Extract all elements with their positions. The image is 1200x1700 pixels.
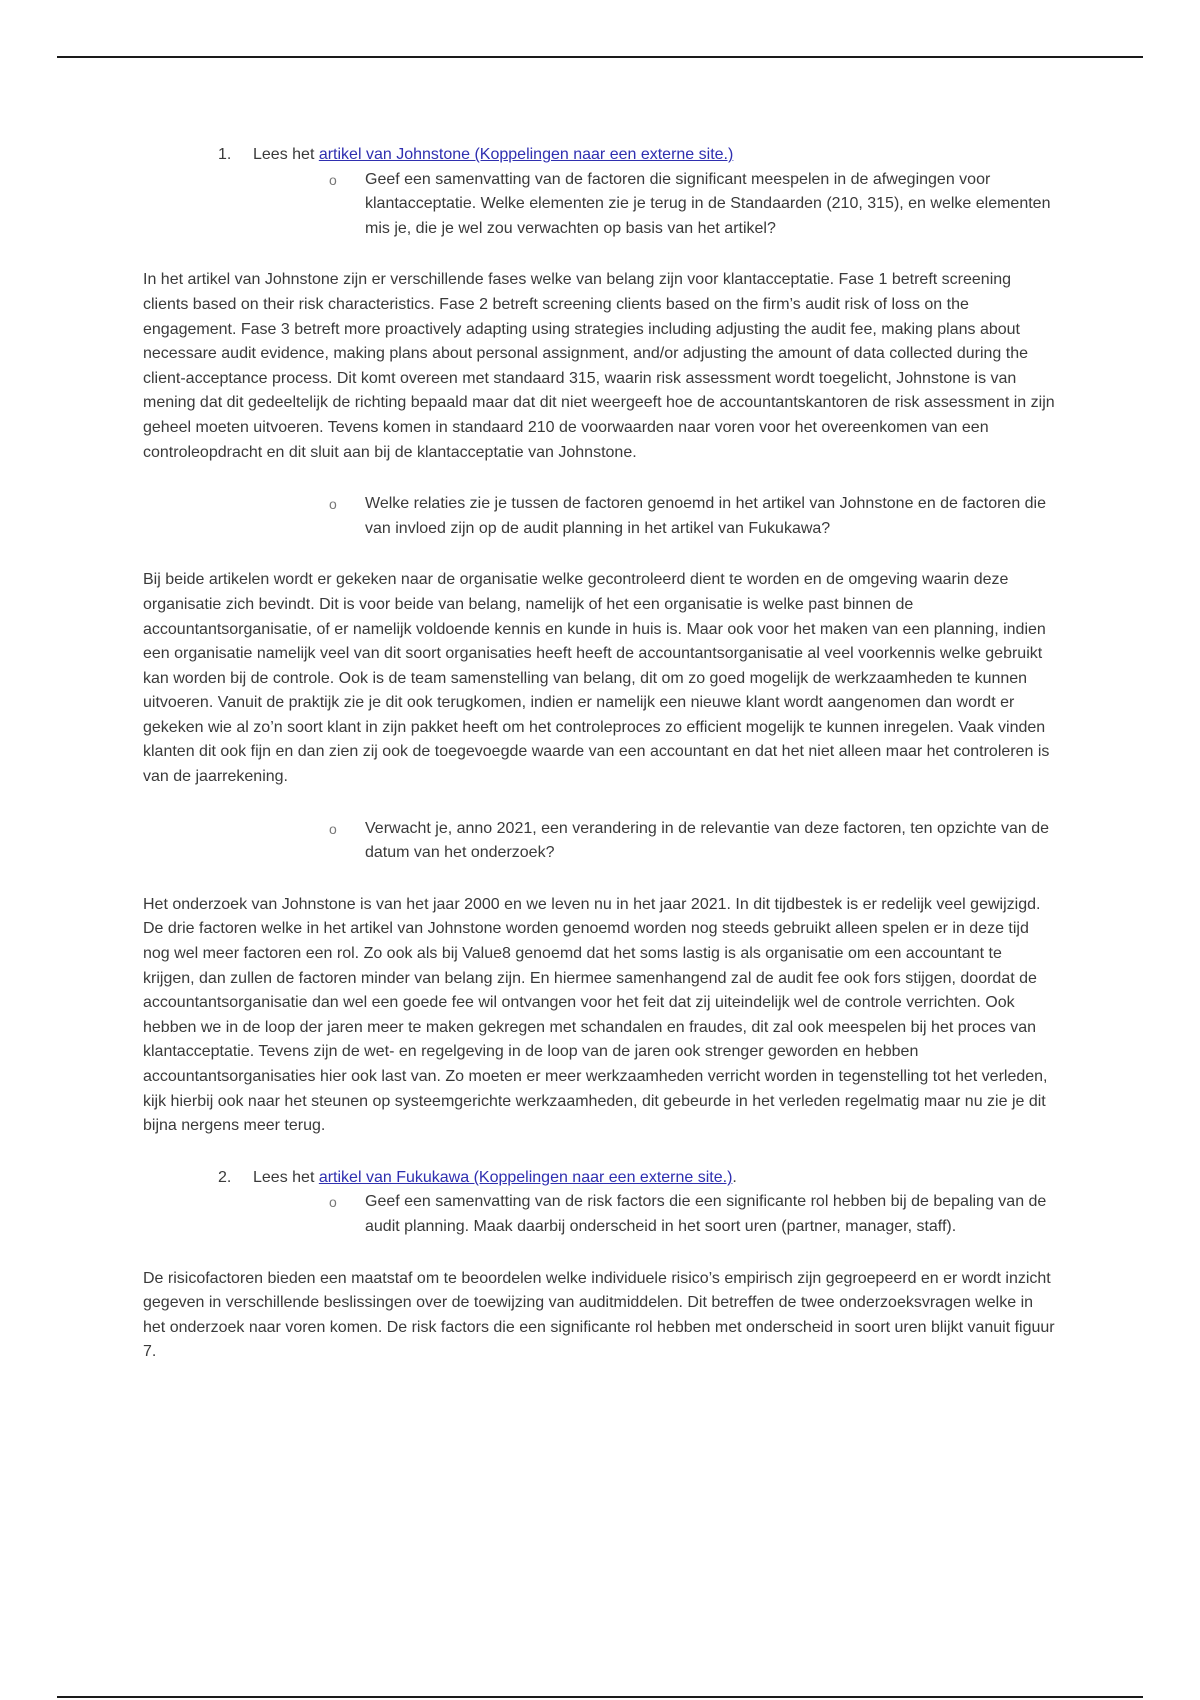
question-2-intro: Lees het xyxy=(253,1168,319,1186)
question-1-number: 1. xyxy=(218,146,232,163)
question-2a xyxy=(143,1190,1057,1239)
johnstone-article-link[interactable]: artikel van Johnstone (Koppelingen naar een externe site.) xyxy=(318,146,734,163)
footer-rule xyxy=(57,1696,1143,1698)
answer-1a: In het artikel van Johnstone zijn er verschillende fases welke van belang zijn voor klantacceptatie. Fase 1 betreft screening clients based on their risk characteristics. Fase 2 betreft screening clients based on the firm’s audit risk of loss on the engagement. Fase 3 betreft more proactively adapting using strategies including adjusting the audit fee, making plans about necessare audit evidence, making plans about personal assignment, and/or adjusting the amount of data collected during the client-acceptance process. Dit komt overeen met standaard 315, waarin risk assessment wordt toegelicht, Johnstone is van mening dat dit gedeeltelijk de richting bepaald maar dat dit niet weergeeft hoe de accountantskantoren de risk assessment in zijn geheel moeten uitvoeren. Tevens komen in standaard 210 de voorwaarden naar voren voor het overeenkomen van een controleopdracht en dit sluit aan bij de klantacceptatie van Johnstone. xyxy=(143,271,1055,461)
question-1 xyxy=(143,143,1057,168)
question-1b xyxy=(143,492,1057,541)
question-1c xyxy=(143,817,1057,866)
bullet-icon: o xyxy=(329,496,337,513)
question-1a xyxy=(143,168,1057,242)
question-1b-text: Welke relaties zie je tussen de factoren genoemd in het artikel van Johnstone en de factoren die van invloed zijn op de audit planning in het artikel van Fukukawa? xyxy=(365,495,1047,537)
question-2-number: 2. xyxy=(218,1168,232,1186)
header-rule xyxy=(57,56,1143,58)
bullet-icon: o xyxy=(329,1194,337,1211)
document-body xyxy=(143,143,1057,1365)
question-2 xyxy=(143,1166,1057,1191)
fukukawa-article-link[interactable]: artikel van Fukukawa (Koppelingen naar een externe site.) xyxy=(318,1168,733,1186)
answer-2a: De risicofactoren bieden een maatstaf om te beoordelen welke individuele risico’s empirisch zijn gegroepeerd en er wordt inzicht gegeven in verschillende beslissingen over de toewijzing van auditmiddelen. Dit betreffen de twee onderzoeksvragen welke in het onderzoek naar voren komen. De risk factors die een significante rol hebben met onderscheid in soort uren blijkt vanuit figuur 7. xyxy=(143,1269,1055,1361)
question-2-trailing: . xyxy=(732,1168,737,1186)
question-1c-text: Verwacht je, anno 2021, een verandering in de relevantie van deze factoren, ten opzichte van de datum van het onderzoek? xyxy=(365,819,1050,862)
question-1-intro: Lees het xyxy=(253,146,319,163)
bullet-icon: o xyxy=(329,820,337,837)
question-2a-text: Geef een samenvatting van de risk factors die een significante rol hebben bij de bepaling van de audit planning. Maak daarbij onderscheid in het soort uren (partner, manager, staff). xyxy=(365,1193,1047,1235)
question-1a-text: Geef een samenvatting van de factoren die significant meespelen in de afwegingen voor klantacceptatie. Welke elementen zie je terug in de Standaarden (210, 315), en welke elementen mis je, die je wel zou verwachten op basis van het artikel? xyxy=(365,170,1051,237)
answer-1b: Bij beide artikelen wordt er gekeken naar de organisatie welke gecontroleerd dient te worden en de omgeving waarin deze organisatie zich bevindt. Dit is voor beide van belang, namelijk of het een organisatie is welke past binnen de accountantsorganisatie, of er namelijk voldoende kennis en kunde in huis is. Maar ook voor het maken van een planning, indien een organisatie namelijk veel van dit soort organisaties heeft heeft de accountantsorganisatie al veel voorkennis welke gebruikt kan worden bij de controle. Ook is de team samenstelling van belang, dit om zo goed mogelijk de werkzaamheden te kunnen uitvoeren. Vanuit de praktijk zie je dit ook terugkomen, indien er namelijk een nieuwe klant wordt aangenomen dan wordt er gekeken wie al zo’n soort klant in zijn pakket heeft om het controleproces zo efficient mogelijk te kunnen inregelen. Vaak vinden klanten dit ook fijn en dan zien zij ook de toegevoegde waarde van een accountant en dat het niet alleen maar het controleren is van de jaarrekening. xyxy=(143,571,1050,786)
bullet-icon: o xyxy=(329,171,337,188)
answer-1c: Het onderzoek van Johnstone is van het jaar 2000 en we leven nu in het jaar 2021. In dit tijdbestek is er redelijk veel gewijzigd. De drie factoren welke in het artikel van Johnstone worden genoemd worden nog steeds gebruikt alleen spelen er in deze tijd nog wel meer factoren een rol. Zo ook als bij Value8 genoemd dat het soms lastig is als organisatie om een accountant te krijgen, dan zullen de factoren minder van belang zijn. En hiermee samenhangend zal de audit fee ook fors stijgen, doordat de accountantsorganisatie dan wel een goede fee wil ontvangen voor het feit dat zij uiteindelijk wel de controle verrichten. Ook hebben we in de loop der jaren meer te maken gekregen met schandalen en fraudes, dit zal ook meespelen bij het proces van klantacceptatie. Tevens zijn de wet- en regelgeving in de loop van de jaren ook strenger geworden en hebben accountantsorganisaties hier ook last van. Zo moeten er meer werkzaamheden verricht worden in tegenstelling tot het verleden, kijk hierbij ook naar het steunen op systeemgerichte werkzaamheden, dit gebeurde in het verleden regelmatig maar nu zie je dit bijna nergens meer terug. xyxy=(143,895,1048,1135)
